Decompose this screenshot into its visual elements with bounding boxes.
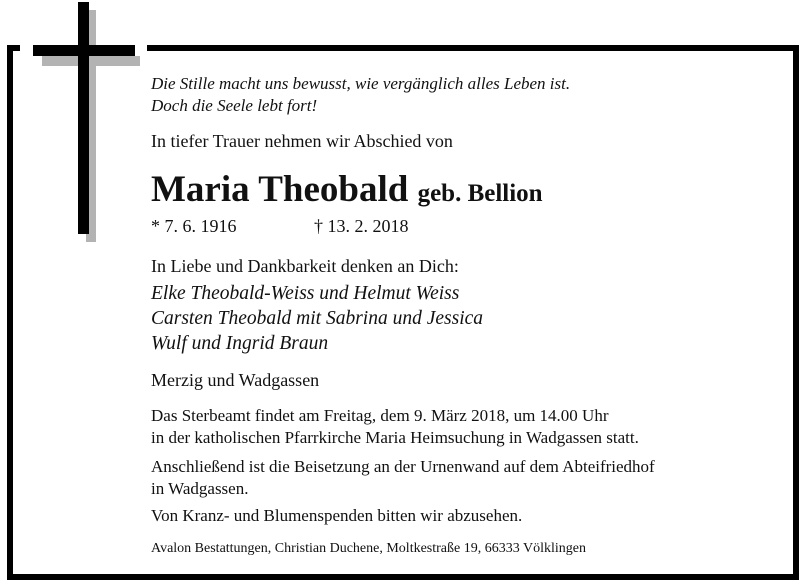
motto [151, 73, 570, 117]
service-line: Das Sterbeamt findet am Freitag, dem 9. März 2018, um 14.00 Uhr [151, 406, 609, 425]
burial-line: in Wadgassen. [151, 479, 249, 498]
life-dates [151, 216, 409, 237]
death-date: † 13. 2. 2018 [314, 216, 409, 236]
cross-horizontal-bar [33, 45, 135, 56]
service-line: in der katholischen Pfarrkirche Maria Heimsuchung in Wadgassen statt. [151, 428, 639, 447]
maiden-name: geb. Bellion [417, 180, 543, 207]
mourner: Wulf und Ingrid Braun [151, 333, 329, 354]
service-notice [151, 405, 639, 449]
deceased-name-line [151, 168, 543, 216]
burial-line: Anschließend ist die Beisetzung an der Urnenwand auf dem Abteifriedhof [151, 457, 655, 476]
deceased-name: Maria Theobald [151, 169, 409, 210]
places-text: Merzig und Wadgassen [151, 370, 320, 390]
burial-notice [151, 456, 655, 500]
motto-line: Die Stille macht uns bewusst, wie vergänglich alles Leben ist. [151, 74, 571, 93]
mourners-list [151, 281, 483, 356]
undertaker-footer: Avalon Bestattungen, Christian Duchene, Moltkestraße 19, 66333 Völklingen [151, 541, 586, 556]
remembrance-text: In Liebe und Dankbarkeit denken an Dich: [151, 256, 459, 276]
birth-date: * 7. 6. 1916 [151, 216, 237, 236]
mourner: Carsten Theobald mit Sabrina und Jessica [151, 308, 484, 329]
mourner: Elke Theobald-Weiss und Helmut Weiss [151, 283, 460, 304]
cross-vertical-bar [78, 2, 89, 234]
intro-text: In tiefer Trauer nehmen wir Abschied von [151, 131, 453, 151]
flowers-notice: Von Kranz- und Blumenspenden bitten wir abzusehen. [151, 506, 523, 525]
cross-shadow-horizontal [42, 56, 140, 66]
motto-line: Doch die Seele lebt fort! [151, 96, 318, 115]
